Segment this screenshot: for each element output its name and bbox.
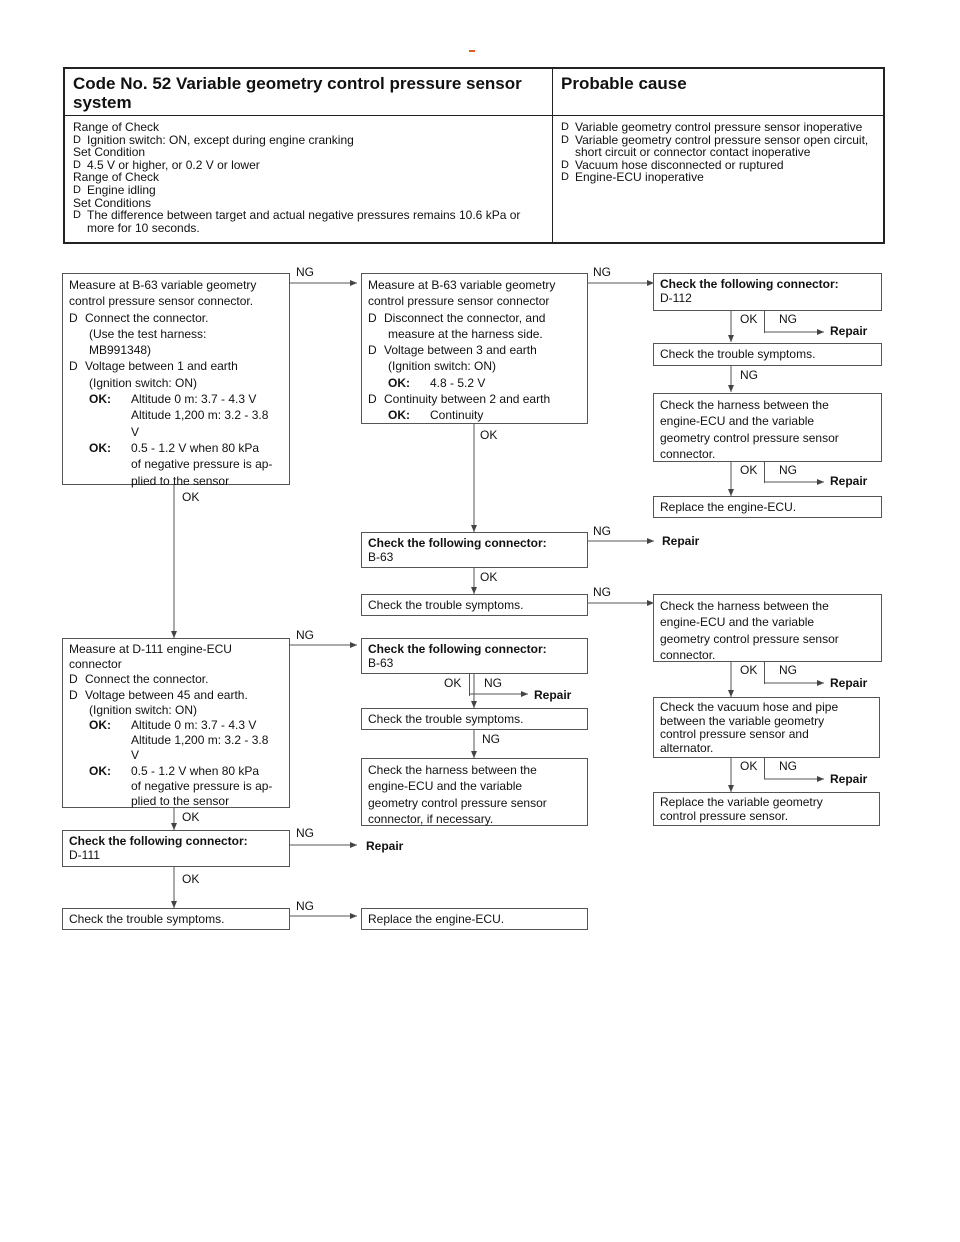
check-harness-box-2: Check the harness between the engine-ECU and the variable geometry control pressure sensor connector. [653,594,882,662]
ng-label: NG [482,732,500,746]
measure-b63-connected-box: Measure at B-63 variable geometry control pressure sensor connector. D Connect the connector. (Use the test harness: MB991348) D Voltage between 1 and earth (Ignition switch: ON) OK: Altitude 0 m: 3.7 - 4.3 V Altitude 1,200 m: 3.2 - 3.8 V OK: 0.5 - 1.2 V when 80 kPa of negative pressure is ap- plied to the sensor [62,273,290,485]
measure-d111-box: Measure at D-111 engine-ECU connector D Connect the connector. D Voltage between 45 and earth. (Ignition switch: ON) OK: Altitude 0 m: 3.7 - 4.3 V Altitude 1,200 m: 3.2 - 3.8 V OK: 0.5 - 1.2 V when 80 kPa of negative pressure is ap- plied to the sensor [62,638,290,808]
ok-label: OK [480,570,498,584]
ok-label: OK [740,759,758,773]
check-trouble-symptoms-box-4: Check the trouble symptoms. [62,908,290,930]
check-harness-box-1: Check the harness between the engine-ECU and the variable geometry control pressure sensor connector. [653,393,882,462]
ok-label: OK [740,463,758,477]
check-connector-b63-box-2: Check the following connector: B-63 [361,638,588,674]
repair-label: Repair [830,676,868,690]
ok-label: OK [480,428,498,442]
repair-label: Repair [366,839,404,853]
check-trouble-symptoms-box-2: Check the trouble symptoms. [361,594,588,616]
ng-label: NG [779,463,797,477]
ok-label: OK [182,872,200,886]
ng-label: NG [296,265,314,279]
ng-label: NG [484,676,502,690]
repair-label: Repair [534,688,572,702]
ng-label: NG [296,628,314,642]
repair-label: Repair [830,474,868,488]
ok-label: OK [182,490,200,504]
check-trouble-symptoms-box-3: Check the trouble symptoms. [361,708,588,730]
ok-label: OK [444,676,462,690]
check-connector-b63-box-1: Check the following connector: B-63 [361,532,588,568]
measure-b63-harness-box: Measure at B-63 variable geometry control pressure sensor connector D Disconnect the connector, and measure at the harness side. D Voltage between 3 and earth (Ignition switch: ON) OK: 4.8 - 5.2 V D Continuity between 2 and earth OK: Continuity [361,273,588,424]
check-conditions: Range of Check D Ignition switch: ON, except during engine cranking Set Condition D 4.5 V or higher, or 0.2 V or lower Range of Check D Engine idling Set Conditions D The difference between target and actual negative pressures remains 10.6 kPa or more for 10 seconds. [73,120,521,235]
ng-label: NG [779,663,797,677]
ng-label: NG [779,759,797,773]
check-connector-d111-box: Check the following connector: D-111 [62,830,290,867]
repair-label: Repair [830,772,868,786]
check-vacuum-hose-box: Check the vacuum hose and pipe between the variable geometry control pressure sensor and alternator. [653,697,880,758]
check-trouble-symptoms-box-1: Check the trouble symptoms. [653,343,882,366]
repair-label: Repair [830,324,868,338]
repair-label: Repair [662,534,700,548]
table-title-probable-cause: Probable cause [561,74,687,93]
ng-label: NG [593,265,611,279]
check-connector-d112-box: Check the following connector: D-112 [653,273,882,311]
ng-label: NG [296,899,314,913]
ok-label: OK [740,663,758,677]
table-title: Code No. 52 Variable geometry control pressure sensor system [73,74,522,112]
ng-label: NG [593,585,611,599]
replace-engine-ecu-box-1: Replace the engine-ECU. [653,496,882,518]
replace-sensor-box: Replace the variable geometry control pressure sensor. [653,792,880,826]
ng-label: NG [593,524,611,538]
ng-label: NG [296,826,314,840]
ok-label: OK [182,810,200,824]
ng-label: NG [740,368,758,382]
replace-engine-ecu-box-2: Replace the engine-ECU. [361,908,588,930]
ng-label: NG [779,312,797,326]
ok-label: OK [740,312,758,326]
probable-causes: D Variable geometry control pressure sensor inoperative D Variable geometry control pressure sensor open circuit, short circuit or connector contact inoperative D Vacuum hose disconnected or ruptured D Engine-ECU inoperative [561,120,869,185]
check-harness-box-3: Check the harness between the engine-ECU and the variable geometry control pressure sensor connector, if necessary. [361,758,588,826]
